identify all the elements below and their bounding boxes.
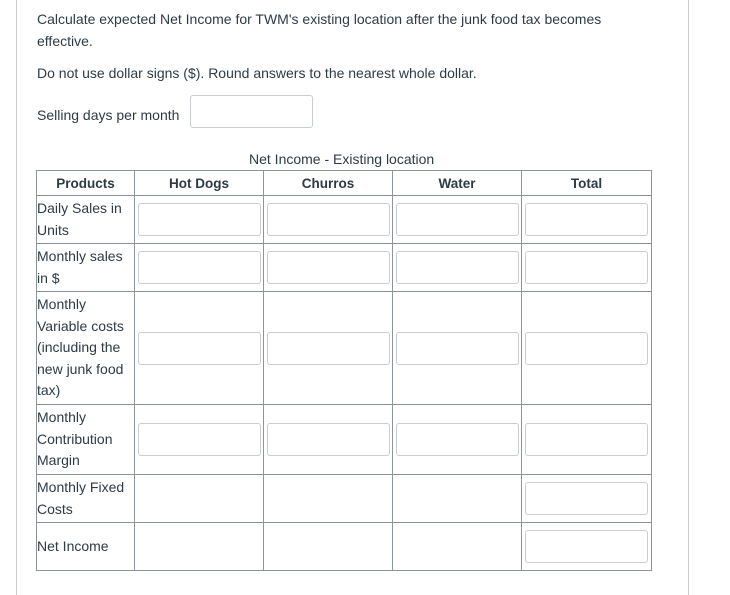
monthly-sales-hot-dogs-input[interactable] (138, 251, 261, 284)
contribution-margin-total-input[interactable] (525, 423, 648, 456)
cell-variable-costs-water (393, 292, 522, 405)
monthly-sales-churros-input[interactable] (267, 251, 390, 284)
fixed-costs-total-input[interactable] (525, 482, 648, 515)
cell-contribution-margin-hot-dogs (135, 405, 264, 475)
cell-fixed-costs-churros (264, 475, 393, 523)
row-label-variable-costs: Monthly Variable costs (including the new junk food tax) (37, 292, 135, 405)
cell-fixed-costs-water (393, 475, 522, 523)
cell-variable-costs-hot-dogs (135, 292, 264, 405)
cell-contribution-margin-churros (264, 405, 393, 475)
cell-monthly-sales-hot-dogs (135, 244, 264, 292)
row-label-contribution-margin: Monthly Contribution Margin (37, 405, 135, 475)
cell-monthly-sales-churros (264, 244, 393, 292)
contribution-margin-hot-dogs-input[interactable] (138, 423, 261, 456)
header-total: Total (522, 171, 652, 196)
table-row-daily-sales (37, 196, 652, 244)
table-row-net-income (37, 523, 652, 571)
variable-costs-churros-input[interactable] (267, 332, 390, 365)
daily-sales-churros-input[interactable] (267, 203, 390, 236)
variable-costs-total-input[interactable] (525, 332, 648, 365)
table-row-variable-costs (37, 292, 652, 405)
contribution-margin-water-input[interactable] (396, 423, 519, 456)
cell-fixed-costs-hot-dogs (135, 475, 264, 523)
left-border (16, 0, 17, 595)
cell-daily-sales-total (522, 196, 652, 244)
header-products: Products (37, 171, 135, 196)
cell-variable-costs-churros (264, 292, 393, 405)
question-note: Do not use dollar signs ($). Round answers to the nearest whole dollar. (37, 65, 477, 81)
right-border (688, 0, 689, 595)
row-label-net-income: Net Income (37, 523, 135, 571)
cell-daily-sales-hot-dogs (135, 196, 264, 244)
variable-costs-hot-dogs-input[interactable] (138, 332, 261, 365)
daily-sales-hot-dogs-input[interactable] (138, 203, 261, 236)
cell-daily-sales-water (393, 196, 522, 244)
monthly-sales-total-input[interactable] (525, 251, 648, 284)
row-label-daily-sales: Daily Sales in Units (37, 196, 135, 244)
table-caption: Net Income - Existing location (249, 151, 435, 167)
net-income-total-input[interactable] (525, 530, 648, 563)
daily-sales-water-input[interactable] (396, 203, 519, 236)
selling-days-input[interactable] (190, 95, 313, 128)
cell-net-income-total (522, 523, 652, 571)
monthly-sales-water-input[interactable] (396, 251, 519, 284)
header-row (37, 171, 652, 196)
cell-variable-costs-total (522, 292, 652, 405)
cell-fixed-costs-total (522, 475, 652, 523)
contribution-margin-churros-input[interactable] (267, 423, 390, 456)
table-row-contribution-margin (37, 405, 652, 475)
cell-contribution-margin-total (522, 405, 652, 475)
net-income-table (36, 170, 652, 571)
cell-monthly-sales-total (522, 244, 652, 292)
daily-sales-total-input[interactable] (525, 203, 648, 236)
table-row-fixed-costs (37, 475, 652, 523)
variable-costs-water-input[interactable] (396, 332, 519, 365)
selling-days-label: Selling days per month (37, 107, 180, 123)
header-churros: Churros (264, 171, 393, 196)
header-hot-dogs: Hot Dogs (135, 171, 264, 196)
cell-net-income-water (393, 523, 522, 571)
cell-monthly-sales-water (393, 244, 522, 292)
row-label-fixed-costs: Monthly Fixed Costs (37, 475, 135, 523)
cell-net-income-hot-dogs (135, 523, 264, 571)
cell-contribution-margin-water (393, 405, 522, 475)
header-water: Water (393, 171, 522, 196)
table-row-monthly-sales (37, 244, 652, 292)
row-label-monthly-sales: Monthly sales in $ (37, 244, 135, 292)
question-instruction: Calculate expected Net Income for TWM's existing location after the junk food tax becomes effective. (37, 11, 602, 49)
cell-net-income-churros (264, 523, 393, 571)
cell-daily-sales-churros (264, 196, 393, 244)
